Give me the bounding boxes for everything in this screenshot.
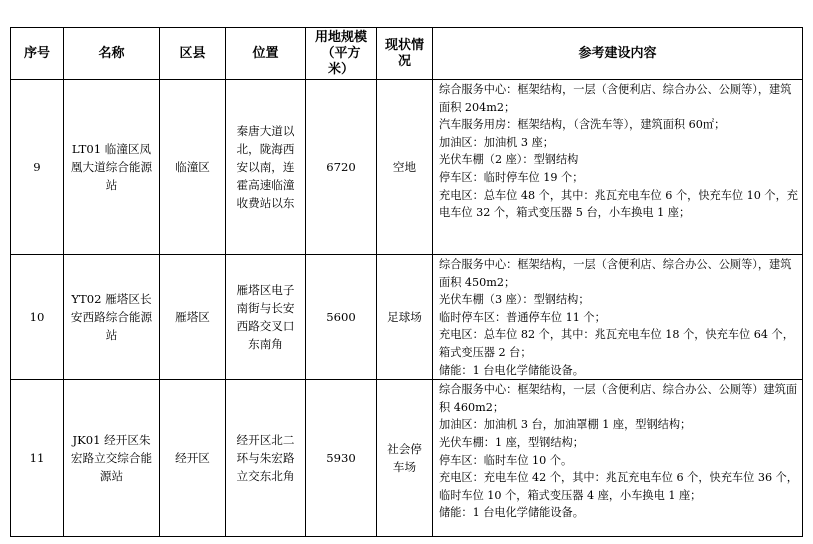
cell-location: 经开区北二环与朱宏路立交东北角 (226, 380, 306, 537)
cell-district: 临潼区 (160, 80, 226, 255)
cell-district: 雁塔区 (160, 255, 226, 380)
header-seq: 序号 (11, 28, 64, 80)
header-location: 位置 (226, 28, 306, 80)
cell-seq: 10 (11, 255, 64, 380)
content-line: 光伏车棚（3 座）：型钢结构； (439, 293, 590, 307)
header-district: 区县 (160, 28, 226, 80)
cell-seq: 11 (11, 380, 64, 537)
cell-status: 足球场 (377, 255, 433, 380)
content-line: 综合服务中心：框架结构，一层（含便利店、综合办公、公厕等）建筑面积 460m2； (439, 383, 798, 414)
header-status: 现状情况 (377, 28, 433, 80)
content-line: 充电区：总车位 48 个，其中：兆瓦充电车位 6 个，快充车位 10 个，充电车位 32 个，箱式变压器 5 台，小车换电 1 座； (439, 188, 798, 220)
cell-name: YT02 雁塔区长安西路综合能源站 (64, 255, 160, 380)
table-row (11, 380, 803, 537)
content-line: 光伏车棚：1 座，型钢结构； (439, 435, 584, 449)
content-line: 停车区：临时停车位 19 个； (439, 170, 584, 184)
content-line: 汽车服务用房：框架结构，（含洗车等），建筑面积 60㎡； (439, 118, 726, 132)
cell-location: 雁塔区电子南街与长安西路交叉口东南角 (226, 255, 306, 380)
cell-name: LT01 临潼区凤凰大道综合能源站 (64, 80, 160, 255)
header-content: 参考建设内容 (433, 28, 803, 80)
header-row (11, 28, 803, 80)
content-line: 停车区：临时车位 10 个。 (439, 453, 573, 467)
table-row (11, 255, 803, 380)
cell-content (433, 380, 803, 537)
content-line: 充电区：总车位 82 个，其中：兆瓦充电车位 18 个，快充车位 64 个，箱式变压器 2 台； (439, 328, 794, 359)
construction-plan-table (10, 27, 803, 537)
cell-area: 5600 (306, 255, 377, 380)
cell-status: 空地 (377, 80, 433, 255)
cell-area: 6720 (306, 80, 377, 255)
content-line: 储能：1 台电化学储能设备。 (439, 363, 584, 377)
cell-content (433, 255, 803, 380)
content-line: 综合服务中心：框架结构，一层（含便利店、综合办公、公厕等），建筑面积 204m2； (439, 83, 792, 114)
content-line: 储能：1 台电化学储能设备。 (439, 506, 584, 520)
content-line: 充电区：充电车位 42 个，其中：兆瓦充电车位 6 个，快充车位 36 个，临时车位 10 个，箱式变压器 4 座，小车换电 1 座； (439, 471, 798, 502)
cell-district: 经开区 (160, 380, 226, 537)
cell-content (433, 80, 803, 255)
header-area: 用地规模（平方米） (306, 28, 377, 80)
content-line: 加油区：加油机 3 座； (439, 135, 554, 149)
header-name: 名称 (64, 28, 160, 80)
cell-seq: 9 (11, 80, 64, 255)
cell-name: JK01 经开区朱宏路立交综合能源站 (64, 380, 160, 537)
content-line: 光伏车棚（2 座）：型钢结构 (439, 153, 579, 167)
cell-area: 5930 (306, 380, 377, 537)
content-line: 综合服务中心：框架结构，一层（含便利店、综合办公、公厕等），建筑面积 450m2； (439, 258, 792, 289)
content-line: 加油区：加油机 3 台，加油罩棚 1 座，型钢结构； (439, 418, 692, 432)
content-line: 临时停车区：普通停车位 11 个； (439, 310, 606, 324)
table-row (11, 80, 803, 255)
cell-status: 社会停车场 (377, 380, 433, 537)
cell-location: 秦唐大道以北，陇海西安以南，连霍高速临潼收费站以东 (226, 80, 306, 255)
